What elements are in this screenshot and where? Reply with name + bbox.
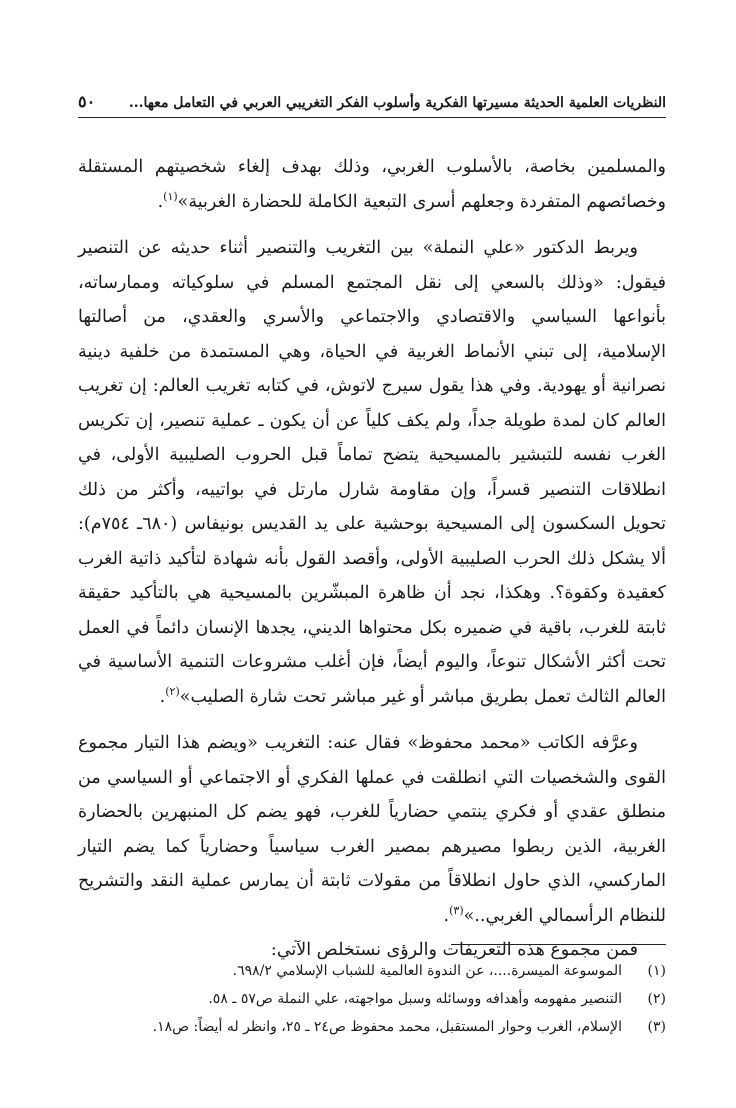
footnotes bbox=[78, 957, 666, 1041]
paragraph-2: ويربط الدكتور «علي النملة» بين التغريب والتنصير أثناء حديثه عن التنصير فيقول: «وذلك بالسعي إلى نقل المجتمع المسلم في سلوكياته وممارساته، بأنواعها السياسي والاقتصادي والاجتماعي والأسري والعقدي، من أصالتها الإسلامية، إلى تبني الأنماط الغربية في الحياة، وهي المستمدة من خلفية دينية نصرانية أو يهودية. وفي هذا يقول سيرج لاتوش، في كتابه تغريب العالم: إن تغريب العالم كان لمدة طويلة جداً، ولم يكف كلياً عن أن يكون ـ عملية تنصير، إن تكريس الغرب نفسه للتبشير بالمسيحية يتضح تماماً قبل الحروب الصليبية الأولى، في انطلاقات التنصير قسراً، وإن مقاومة شارل مارتل في بواتييه، وأكثر من ذلك تحويل السكسون إلى المسيحية بوحشية على يد القديس بونيفاس (٦٨٠ـ ٧٥٤م): ألا يشكل ذلك الحرب الصليبية الأولى، وأقصد القول بأنه شهادة لتأكيد ذاتية الغرب كعقيدة وكقوة؟. وهكذا، نجد أن ظاهرة المبشّرين بالمسيحية هي بالتأكيد حقيقة ثابتة للغرب، باقية في ضميره بكل محتواها الديني، يجدها الإنسان دائماً في العمل تحت أكثر الأشكال تنوعاً، واليوم أيضاً، فإن أغلب مشروعات التنمية الأساسية في العالم الثالث تعمل بطريق مباشر أو غير مباشر تحت شارة الصليب»$^{(٢)}$. bbox=[78, 238, 666, 707]
page-number: ٥٠ bbox=[78, 92, 96, 111]
footnote-ref-2: (٢) bbox=[165, 684, 180, 698]
running-title: النظريات العلمية الحديثة مسيرتها الفكرية وأسلوب الفكر التغريبي العربي في التعامل معها... bbox=[128, 95, 666, 111]
footnote-2: (٢) التنصير مفهومه وأهدافه ووسائله وسبل مواجهته، علي النملة ص٥٧ ـ ٥٨. bbox=[208, 991, 666, 1007]
main-text bbox=[78, 150, 666, 968]
footnote-ref-1: (١) bbox=[163, 189, 178, 203]
footnote-separator bbox=[451, 944, 666, 945]
running-header bbox=[78, 92, 666, 118]
footnote-1: (١) الموسوعة الميسرة....، عن الندوة العالمية للشباب الإسلامي ٦٩٨/٢. bbox=[232, 963, 666, 979]
paragraph-4: فمن مجموع هذه التعريفات والرؤى نستخلص الآتي: bbox=[270, 940, 638, 960]
paragraph-1: والمسلمين بخاصة، بالأسلوب الغربي، وذلك بهدف إلغاء شخصيتهم المستقلة وخصائصهم المتفردة وجعلهم أسرى التبعية الكاملة للحضارة الغربية»$^{(١)}$. bbox=[78, 157, 666, 212]
footnote-3: (٣) الإسلام، الغرب وحوار المستقبل، محمد محفوظ ص٢٤ ـ ٢٥، وانظر له أيضاً: ص١٨. bbox=[152, 1019, 666, 1035]
footnote-ref-3: (٣) bbox=[449, 903, 464, 917]
paragraph-3: وعرَّفه الكاتب «محمد محفوظ» فقال عنه: التغريب «ويضم هذا التيار مجموع القوى والشخصيات التي انطلقت في عملها الفكري أو الاجتماعي أو السياسي من منطلق عقدي أو فكري ينتمي حضارياً للغرب، فهو يضم كل المنبهرين بالحضارة الغربية، الذين ربطوا مصيرهم بمصير الغرب سياسياً وحضارياً كما يضم التيار الماركسي، الذي حاول انطلاقاً من مقولات ثابتة أن يمارس عملية النقد والتشريح للنظام الرأسمالي الغربي..»$^{(٣)}$. bbox=[78, 733, 666, 926]
